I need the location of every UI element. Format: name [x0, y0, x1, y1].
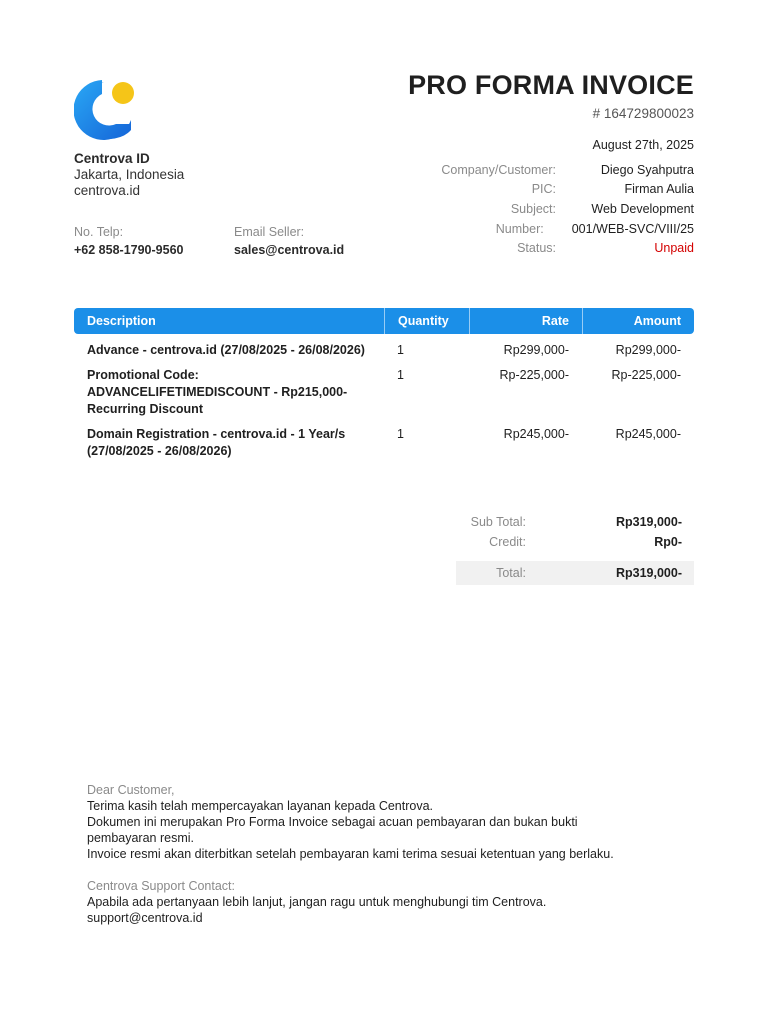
- company-website: centrova.id: [74, 183, 141, 198]
- row-amount: Rp299,000-: [615, 343, 681, 357]
- meta-label: Number:: [495, 221, 544, 236]
- row-quantity: 1: [397, 343, 404, 357]
- note-spacer: [87, 862, 647, 878]
- invoice-title: PRO FORMA INVOICE: [408, 70, 694, 100]
- meta-value: Firman Aulia: [624, 182, 694, 197]
- meta-label: Subject:: [510, 201, 556, 216]
- header-rate: Rate: [469, 308, 582, 334]
- note-line: Terima kasih telah mempercayakan layanan kepada Centrova.: [87, 799, 434, 813]
- total-value: Rp319,000-: [615, 566, 682, 580]
- meta-label: Company/Customer:: [441, 162, 556, 177]
- table-header: [74, 308, 694, 334]
- credit-row: [456, 532, 694, 552]
- table-row: [74, 367, 694, 418]
- email-label: Email Seller:: [234, 225, 305, 239]
- subtotal-value: Rp319,000-: [615, 515, 682, 529]
- row-rate: Rp245,000-: [503, 427, 569, 441]
- meta-row-subject: [394, 199, 694, 219]
- credit-label: Credit:: [489, 535, 526, 549]
- email-value: sales@centrova.id: [234, 243, 345, 257]
- row-quantity: 1: [397, 368, 404, 382]
- row-rate: Rp-225,000-: [499, 368, 569, 382]
- company-location: Jakarta, Indonesia: [74, 167, 185, 182]
- row-description: Advance - centrova.id (27/08/2025 - 26/08/2026): [87, 343, 365, 357]
- invoice-date: August 27th, 2025: [592, 138, 694, 152]
- meta-row-status: [394, 238, 694, 258]
- row-rate: Rp299,000-: [503, 343, 569, 357]
- invoice-number: # 164729800023: [592, 106, 694, 121]
- centrova-logo-icon: [74, 80, 136, 140]
- meta-row-pic: [394, 180, 694, 200]
- status-badge: Unpaid: [654, 241, 694, 256]
- total-row: [456, 561, 694, 585]
- row-description: Promotional Code: ADVANCELIFETIMEDISCOUNT - Rp215,000- Recurring Discount: [87, 368, 348, 416]
- credit-value: Rp0-: [654, 535, 682, 549]
- phone-value: +62 858-1790-9560: [74, 243, 184, 257]
- meta-value: 001/WEB-SVC/VIII/25: [571, 221, 694, 236]
- header-quantity: Quantity: [384, 308, 469, 334]
- totals-block: [456, 512, 694, 585]
- header-amount: Amount: [582, 308, 694, 334]
- row-amount: Rp-225,000-: [611, 368, 681, 382]
- meta-label: Status:: [517, 241, 556, 256]
- note-line: Invoice resmi akan diterbitkan setelah pembayaran kami terima sesuai ketentuan yang berlaku.: [87, 847, 614, 861]
- table-row: [74, 342, 694, 359]
- company-info: [74, 151, 184, 199]
- row-description: Domain Registration - centrova.id - 1 Year/s (27/08/2025 - 26/08/2026): [87, 427, 346, 458]
- support-text: Apabila ada pertanyaan lebih lanjut, jangan ragu untuk menghubungi tim Centrova.: [87, 895, 547, 909]
- email-block: [234, 223, 344, 259]
- note-greeting: Dear Customer,: [87, 783, 175, 797]
- phone-label: No. Telp:: [74, 225, 124, 239]
- header-description: Description: [87, 314, 156, 328]
- subtotal-label: Sub Total:: [470, 515, 526, 529]
- meta-label: PIC:: [531, 182, 556, 197]
- meta-row-customer: [394, 160, 694, 180]
- table-row: [74, 426, 694, 460]
- invoice-meta: [394, 160, 694, 258]
- customer-note: [87, 782, 647, 926]
- support-email[interactable]: support@centrova.id: [87, 911, 203, 925]
- items-table: [74, 308, 694, 460]
- meta-row-number: [394, 219, 694, 239]
- note-line: Dokumen ini merupakan Pro Forma Invoice sebagai acuan pembayaran dan bukan bukti pembayaran resmi.: [87, 815, 578, 845]
- phone-block: [74, 223, 183, 259]
- subtotal-row: [456, 512, 694, 532]
- total-label: Total:: [496, 566, 526, 580]
- meta-value: Web Development: [591, 201, 694, 216]
- row-quantity: 1: [397, 427, 404, 441]
- company-name: Centrova ID: [74, 151, 150, 166]
- support-label: Centrova Support Contact:: [87, 879, 235, 893]
- meta-value: Diego Syahputra: [600, 162, 694, 177]
- row-amount: Rp245,000-: [615, 427, 681, 441]
